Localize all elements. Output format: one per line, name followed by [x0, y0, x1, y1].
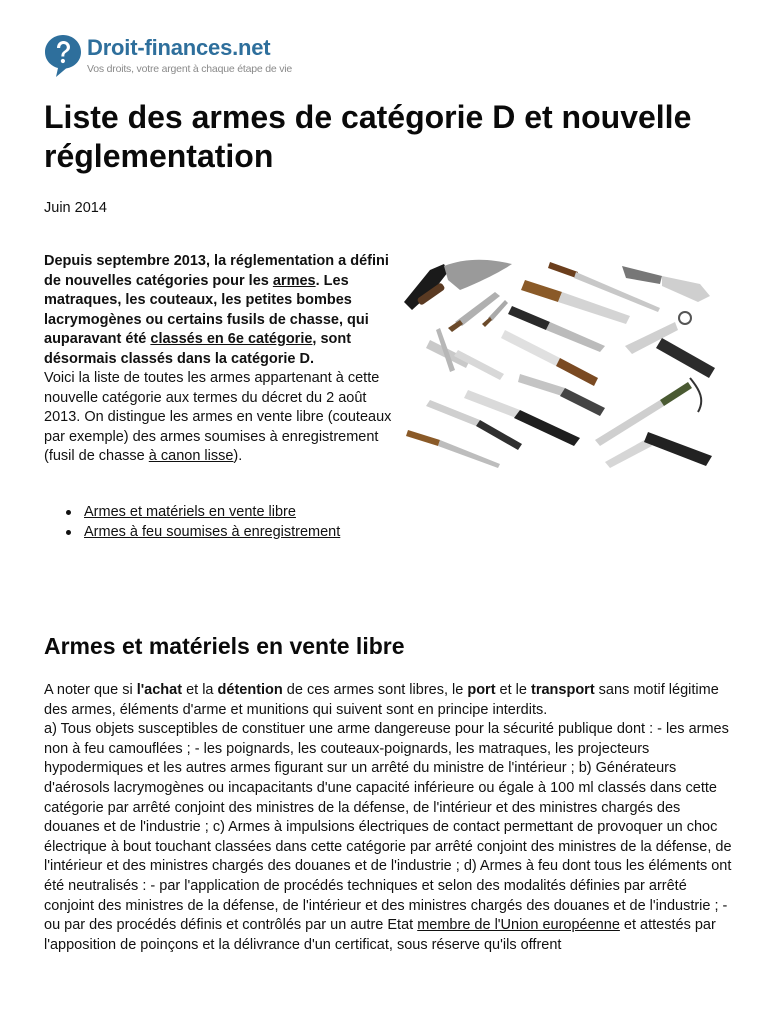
text-span: a) Tous objets susceptibles de constituer une arme dangereuse pour la sécurité publique dont : - les armes non à feu camouflées ; - les poignards, les couteaux-poignards, les matraques, les projecteurs hypodermiques et les autres armes figurant sur un arrêté du ministre de l'intérieur ; b) Générateurs d'aérosols lacrymogènes ou incapacitants d'une capacité inférieure ou égale à 100 ml classés dans cette catégorie par arrêté conjoint des ministres de la défense, de l'intérieur et des ministres chargés des douanes et de l'industrie ; c) Armes à impulsions électriques de contact permettant de provoquer un choc électrique à bout touchant classées dans cette catégorie par arrêté conjoint des ministres de la défense, de l'intérieur et des ministres chargés des douanes et de l'industrie ; d) Armes à feu dont tous les éléments ont été neutralisés : - par l'application de procédés techniques et selon des modalités définies par arrêté conjoint des ministres de la défense, de l'intérieur et des ministres chargés des douanes et de l'industrie ; - ou par des procédés définis et contrôlés par un autre Etat [44, 721, 732, 934]
section-body [44, 681, 734, 955]
link-union-europeenne[interactable]: membre de l'Union européenne [417, 917, 620, 934]
text-span: A noter que si [44, 682, 137, 698]
toc-item [44, 522, 340, 542]
section-paragraph-1 [44, 681, 734, 720]
site-logo[interactable] [44, 34, 304, 80]
text-span: et attestés par l'apposition de poinçons et la délivrance d'un certificat, sous réserve qu'ils offrent [44, 917, 716, 953]
toc-link-armes-enregistrement[interactable]: Armes à feu soumises à enregistrement [84, 524, 341, 540]
toc-item [44, 502, 340, 522]
question-bubble-icon [44, 34, 82, 78]
bold-detention: détention [217, 682, 283, 698]
section-heading: Armes et matériels en vente libre [44, 633, 405, 659]
brand-tagline: Vos droits, votre argent à chaque étape de vie [87, 63, 293, 75]
section-paragraph-2 [44, 720, 734, 955]
intro-bold-text [44, 253, 389, 367]
bold-port: port [467, 682, 496, 698]
intro-bold-part-2: . Les matraques, les couteaux, les petites bombes lacrymogènes ou certains fusils de chasse, qui auparavant été [44, 272, 369, 347]
link-armes[interactable]: armes [272, 272, 316, 289]
text-span: et la [182, 682, 218, 698]
text-span: et le [495, 682, 531, 698]
page-title: Liste des armes de catégorie D et nouvelle réglementation [44, 99, 692, 174]
intro-text-part-1: Voici la liste de toutes les armes appartenant à cette nouvelle catégorie aux termes du décret du 2 août 2013. On distingue les armes en vente libre (couteaux par exemple) des armes soumises à enregistrement (fusil de chasse [44, 370, 392, 464]
intro-paragraph [44, 252, 402, 467]
intro-bold-part-1: Depuis septembre 2013, la réglementation a défini de nouvelles catégories pour les [44, 253, 389, 289]
bold-achat: l'achat [136, 682, 183, 698]
link-classes-6e-categorie[interactable]: classés en 6e catégorie [150, 331, 313, 347]
intro-text-part-2: ). [233, 448, 243, 464]
intro-bold-part-3: , sont désormais classés dans la catégorie D. [44, 331, 352, 367]
table-of-contents [44, 502, 340, 542]
brand-name: Droit-finances.net [87, 35, 271, 60]
publication-date: Juin 2014 [44, 200, 107, 216]
toc-link-vente-libre[interactable]: Armes et matériels en vente libre [84, 504, 296, 520]
bold-transport: transport [531, 682, 595, 698]
text-span: de ces armes sont libres, le [282, 682, 468, 698]
text-span: sans motif légitime des armes, éléments d'arme et munitions qui suivent sont en principe interdits. [44, 682, 719, 718]
link-canon-lisse[interactable]: à canon lisse [148, 448, 234, 464]
knives-illustration [400, 250, 730, 480]
